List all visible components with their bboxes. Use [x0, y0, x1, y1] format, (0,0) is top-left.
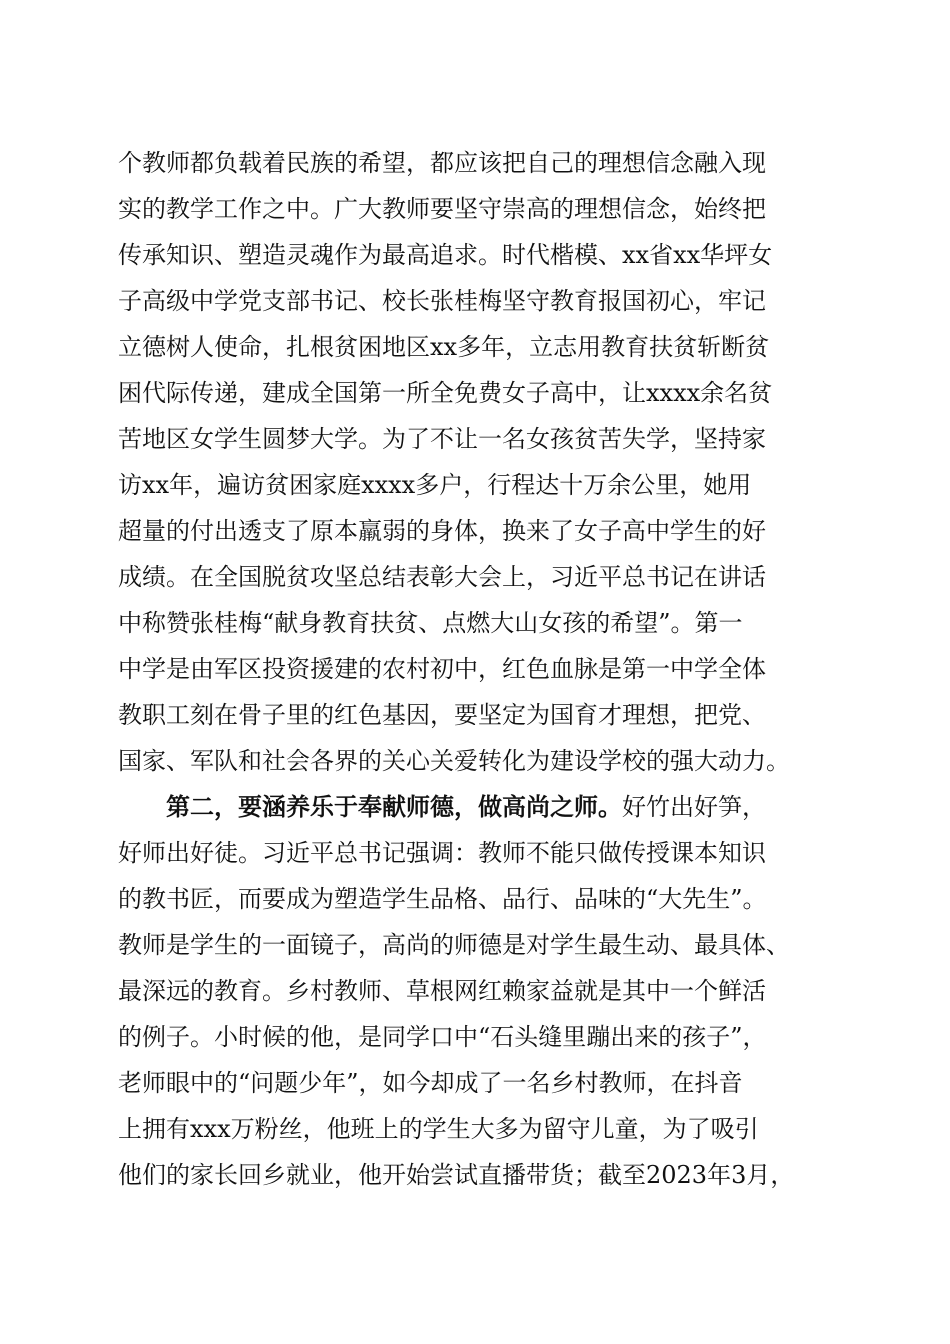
text-line: 教职工刻在骨子里的红色基因，要坚定为国育才理想，把党、: [118, 701, 766, 729]
text-run: 好竹出好笋，: [622, 793, 766, 821]
paragraph-2: [118, 784, 848, 1198]
text-line: 实的教学工作之中。广大教师要坚守崇高的理想信念，始终把: [118, 195, 766, 223]
text-line: 老师眼中的“问题少年”，如今却成了一名乡村教师，在抖音: [118, 1069, 743, 1097]
text-line: 超量的付出透支了原本羸弱的身体，换来了女子高中学生的好: [118, 517, 766, 545]
paragraph-1: [118, 140, 848, 784]
text-line: 困代际传递，建成全国第一所全免费女子高中，让xxxx余名贫: [118, 379, 773, 407]
text-line: 最深远的教育。乡村教师、草根网红赖家益就是其中一个鲜活: [118, 977, 766, 1005]
text-line: 教师是学生的一面镜子，高尚的师德是对学生最生动、最具体、: [118, 931, 790, 959]
text-line: 的教书匠，而要成为塑造学生品格、品行、品味的“大先生”。: [118, 885, 767, 913]
text-line: 的例子。小时候的他，是同学口中“石头缝里蹦出来的孩子”，: [118, 1023, 767, 1051]
text-line: 中称赞张桂梅“献身教育扶贫、点燃大山女孩的希望”。第一: [118, 609, 743, 637]
text-line: 好师出好徒。习近平总书记强调：教师不能只做传授课本知识: [118, 839, 766, 867]
text-line: 个教师都负载着民族的希望，都应该把自己的理想信念融入现: [118, 149, 766, 177]
section-heading: 第二，要涵养乐于奉献师德，做高尚之师。: [166, 792, 622, 821]
text-line: 中学是由军区投资援建的农村初中，红色血脉是第一中学全体: [118, 655, 766, 683]
paragraph-2-first-line: [118, 784, 848, 830]
text-line: 传承知识、塑造灵魂作为最高追求。时代楷模、xx省xx华坪女: [118, 241, 773, 269]
text-line: 访xx年，遍访贫困家庭xxxx多户，行程达十万余公里，她用: [118, 471, 752, 499]
text-line: 他们的家长回乡就业，他开始尝试直播带货；截至2023年3月，: [118, 1161, 795, 1189]
text-line: 子高级中学党支部书记、校长张桂梅坚守教育报国初心，牢记: [118, 287, 766, 315]
text-line: 国家、军队和社会各界的关心关爱转化为建设学校的强大动力。: [118, 747, 790, 775]
text-line: 立德树人使命，扎根贫困地区xx多年，立志用教育扶贫斩断贫: [118, 333, 770, 361]
text-line: 成绩。在全国脱贫攻坚总结表彰大会上，习近平总书记在讲话: [118, 563, 766, 591]
text-line: 苦地区女学生圆梦大学。为了不让一名女孩贫苦失学，坚持家: [118, 425, 766, 453]
text-line: 上拥有xxx万粉丝，他班上的学生大多为留守儿童，为了吸引: [118, 1115, 759, 1143]
document-body: [118, 140, 848, 1198]
